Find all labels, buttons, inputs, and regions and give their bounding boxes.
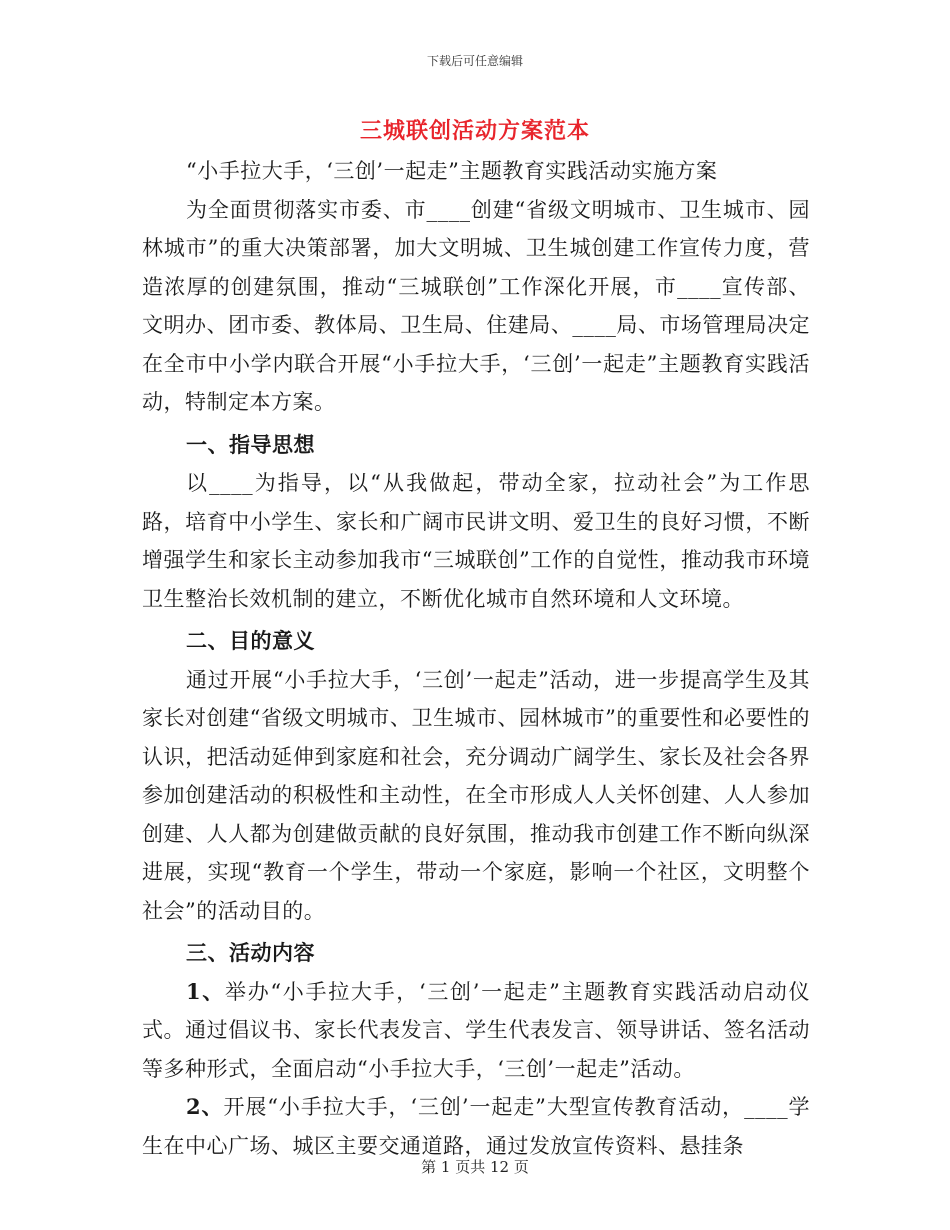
activity-item-text: 举办“小手拉大手，‘三创’一起走”主题教育实践活动启动仪式。通过倡议书、家长代表发言、学生代表发言、领导讲话、签名活动等多种形式，全面启动“小手拉大手，‘三创’一起走”活动。 xyxy=(142,979,810,1081)
section-heading-purpose: 二、目的意义 xyxy=(186,628,315,653)
document-subtitle: “小手拉大手，‘三创’一起走”主题教育实践活动实施方案 xyxy=(186,159,718,183)
page-number: 第 1 页共 12 页 xyxy=(421,1158,529,1176)
document-title: 三城联创活动方案范本 xyxy=(359,118,590,144)
intro-paragraph: 为全面贯彻落实市委、市____创建“省级文明城市、卫生城市、园林城市”的重大决策部署，加大文明城、卫生城创建工作宣传力度，营造浓厚的创建氛围，推动“三城联创”工作深化开展，市____宣传部、文明办、团市委、教体局、卫生局、住建局、____局、市场管理局决定在全市中小学内联合开展“小手拉大手，‘三创’一起走”主题教育实践活动，特制定本方案。 xyxy=(142,197,810,414)
activity-item-1 xyxy=(142,973,810,1089)
document-body xyxy=(142,152,810,1165)
section-heading-activity-content: 三、活动内容 xyxy=(186,940,315,965)
activity-item-number: 2、 xyxy=(186,1094,224,1119)
activity-item-number: 1、 xyxy=(186,978,225,1004)
section-paragraph-purpose: 通过开展“小手拉大手，‘三创’一起走”活动，进一步提高学生及其家长对创建“省级文明城市、卫生城市、园林城市”的重要性和必要性的认识，把活动延伸到家庭和社会，充分调动广阔学生、家长及社会各界参加创建活动的积极性和主动性，在全市形成人人关怀创建、人人参加创建、人人都为创建做贡献的良好氛围，推动我市创建工作不断向纵深进展，实现“教育一个学生，带动一个家庭，影响一个社区，文明整个社会”的活动目的。 xyxy=(142,667,810,923)
section-heading-guiding-thought: 一、指导思想 xyxy=(186,431,315,457)
activity-item-2 xyxy=(142,1088,810,1165)
activity-item-text: 开展“小手拉大手，‘三创’一起走”大型宣传教育活动，____学生在中心广场、城区主要交通道路，通过发放宣传资料、悬挂条 xyxy=(142,1095,810,1158)
section-paragraph-guiding-thought: 以____为指导，以“从我做起，带动全家，拉动社会”为工作思路，培育中小学生、家长和广阔市民讲文明、爱卫生的良好习惯，不断增强学生和家长主动参加我市“三城联创”工作的自觉性，推动我市环境卫生整治长效机制的建立，不断优化城市自然环境和人文环境。 xyxy=(142,471,810,611)
header-note: 下载后可任意编辑 xyxy=(426,54,523,68)
